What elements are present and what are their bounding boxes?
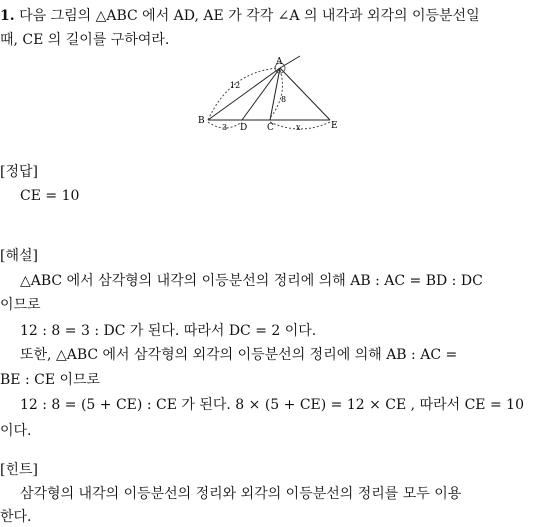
hint-header: [힌트]	[0, 462, 38, 478]
label-ab-length: 12	[230, 81, 241, 90]
label-d: D	[240, 123, 248, 133]
label-e: E	[331, 121, 338, 131]
answer-text: CE = 10	[20, 188, 80, 204]
problem-line-1	[0, 6, 480, 26]
answer-header: [정답]	[0, 164, 38, 180]
label-bd-length: 3	[222, 123, 228, 132]
problem-text-1: 다음 그림의 △ABC 에서 AD, AE 가 각각 ∠A 의 내각과 외각의 이등분선일	[19, 8, 480, 24]
solution-line-6: 12 : 8 = (5 + CE) : CE 가 된다. 8 × (5 + CE) = 12 × CE , 따라서 CE = 10	[20, 397, 524, 413]
bisector-ae	[280, 68, 330, 120]
solution-line-5: BE : CE 이므로	[0, 372, 101, 388]
label-ac-length: 8	[281, 95, 287, 104]
hint-line-2: 한다.	[0, 509, 32, 525]
side-ab	[208, 68, 280, 120]
solution-line-7: 이다.	[0, 423, 32, 439]
extension-line	[280, 56, 300, 68]
label-a: A	[276, 57, 283, 67]
side-ac	[270, 68, 280, 120]
label-b: B	[198, 116, 205, 126]
triangle-figure	[190, 50, 350, 140]
label-c: C	[267, 123, 274, 133]
hint-line-1: 삼각형의 내각의 이등분선의 정리와 외각의 이등분선의 정리를 모두 이용	[20, 486, 462, 502]
solution-line-4: 또한, △ABC 에서 삼각형의 외각의 이등분선의 정리에 의해 AB : AC =	[20, 347, 458, 363]
problem-text-2: 때, CE 의 길이를 구하여라.	[0, 32, 170, 48]
solution-header: [해설]	[0, 248, 38, 264]
solution-line-3: 12 : 8 = 3 : DC 가 된다. 따라서 DC = 2 이다.	[20, 323, 317, 339]
problem-number: 1.	[0, 8, 15, 24]
solution-line-1: △ABC 에서 삼각형의 내각의 이등분선의 정리에 의해 AB : AC = BD : DC	[20, 273, 483, 289]
solution-line-2: 이므로	[0, 297, 41, 313]
label-ce-length: x	[296, 123, 301, 132]
